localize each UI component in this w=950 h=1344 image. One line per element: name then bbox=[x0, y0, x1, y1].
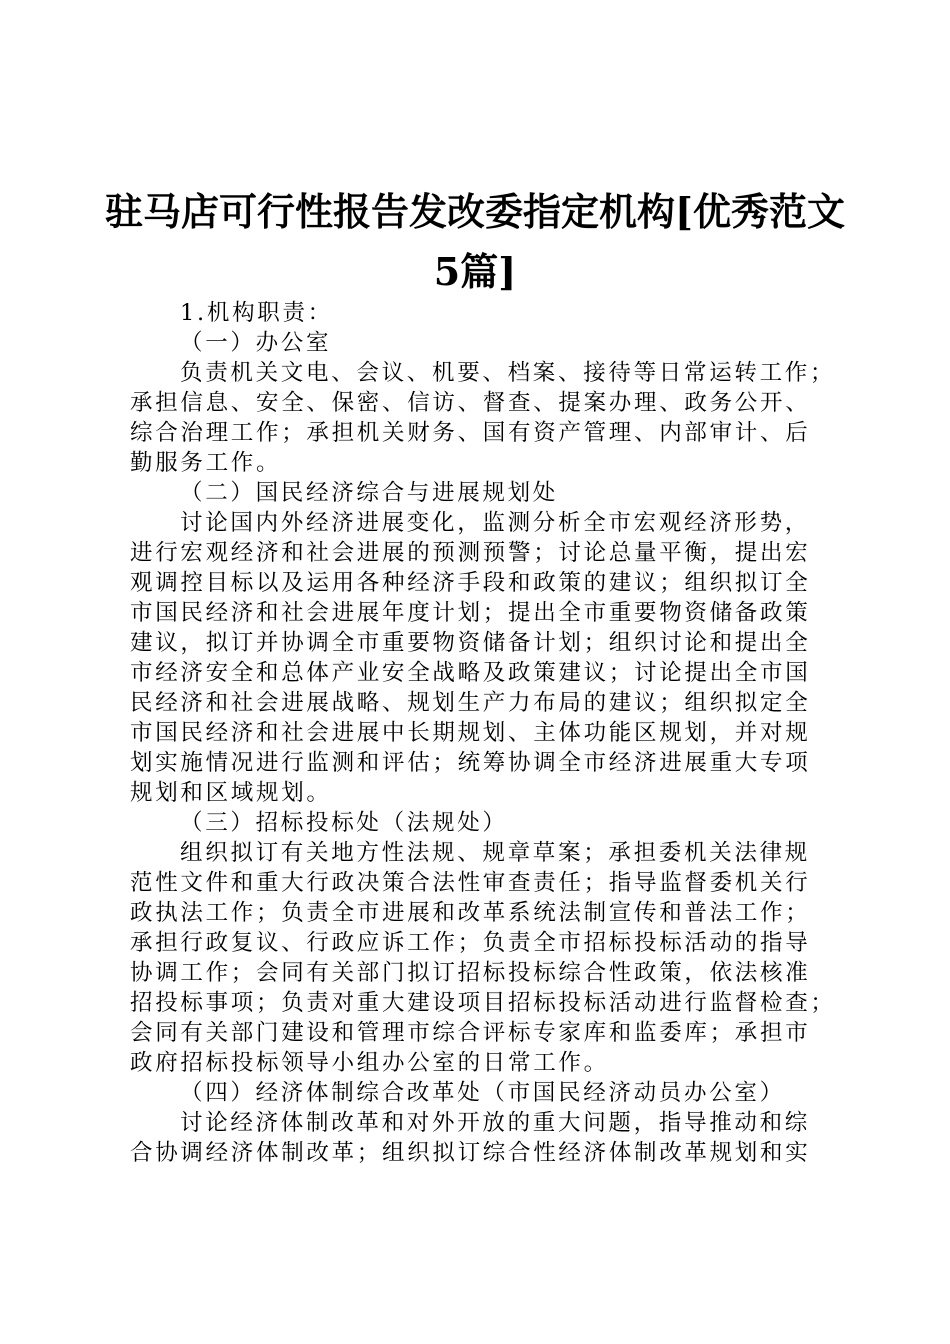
paragraph-line: 综合治理工作；承担机关财务、国有资产管理、内部审计、后 bbox=[130, 420, 811, 446]
paragraph-line: 勤服务工作。 bbox=[130, 450, 282, 476]
paragraph-line: 承担行政复议、行政应诉工作；负责全市招标投标活动的指导 bbox=[130, 930, 811, 956]
paragraph-line: 市经济安全和总体产业安全战略及政策建议；讨论提出全市国 bbox=[130, 660, 811, 686]
paragraph-line: 划实施情况进行监测和评估；统筹协调全市经济进展重大专项 bbox=[130, 750, 811, 776]
paragraph-line: 规划和区域规划。 bbox=[130, 780, 332, 806]
document-body bbox=[130, 298, 840, 1168]
paragraph-line: 建议，拟订并协调全市重要物资储备计划；组织讨论和提出全 bbox=[130, 630, 811, 656]
paragraph-line: 招投标事项；负责对重大建设项目招标投标活动进行监督检查； bbox=[130, 990, 836, 1016]
paragraph-line: 进行宏观经济和社会进展的预测预警；讨论总量平衡，提出宏 bbox=[130, 540, 811, 566]
paragraph-line: 承担信息、安全、保密、信访、督查、提案办理、政务公开、 bbox=[130, 390, 811, 416]
paragraph-line: （一）办公室 bbox=[180, 330, 332, 356]
paragraph-line: 合协调经济体制改革；组织拟订综合性经济体制改革规划和实 bbox=[130, 1140, 811, 1166]
paragraph-line: 政执法工作；负责全市进展和改革系统法制宣传和普法工作； bbox=[130, 900, 811, 926]
paragraph-line: 市国民经济和社会进展年度计划；提出全市重要物资储备政策 bbox=[130, 600, 811, 626]
paragraph-line: 讨论经济体制改革和对外开放的重大问题，指导推动和综 bbox=[180, 1110, 811, 1136]
paragraph-line: 范性文件和重大行政决策合法性审查责任；指导监督委机关行 bbox=[130, 870, 811, 896]
document-title-line-1: 驻马店可行性报告发改委指定机构[优秀范文 bbox=[105, 189, 845, 234]
document-title-line-2: 5篇] bbox=[433, 249, 517, 294]
paragraph-line: 1.机构职责： bbox=[180, 300, 333, 326]
paragraph-line: 会同有关部门建设和管理市综合评标专家库和监委库；承担市 bbox=[130, 1020, 811, 1046]
paragraph-line: （三）招标投标处（法规处） bbox=[180, 810, 508, 836]
paragraph-line: 组织拟订有关地方性法规、规章草案；承担委机关法律规 bbox=[180, 840, 811, 866]
paragraph-line: 市国民经济和社会进展中长期规划、主体功能区规划，并对规 bbox=[130, 720, 811, 746]
paragraph-line: 政府招标投标领导小组办公室的日常工作。 bbox=[130, 1050, 609, 1076]
paragraph-line: 负责机关文电、会议、机要、档案、接待等日常运转工作； bbox=[180, 360, 836, 386]
paragraph-line: 民经济和社会进展战略、规划生产力布局的建议；组织拟定全 bbox=[130, 690, 811, 716]
paragraph-line: （四）经济体制综合改革处（市国民经济动员办公室） bbox=[180, 1080, 785, 1106]
paragraph-line: 观调控目标以及运用各种经济手段和政策的建议；组织拟订全 bbox=[130, 570, 811, 596]
paragraph-line: （二）国民经济综合与进展规划处 bbox=[180, 480, 559, 506]
paragraph-line: 协调工作；会同有关部门拟订招标投标综合性政策，依法核准 bbox=[130, 960, 811, 986]
paragraph-line: 讨论国内外经济进展变化，监测分析全市宏观经济形势， bbox=[180, 510, 811, 536]
